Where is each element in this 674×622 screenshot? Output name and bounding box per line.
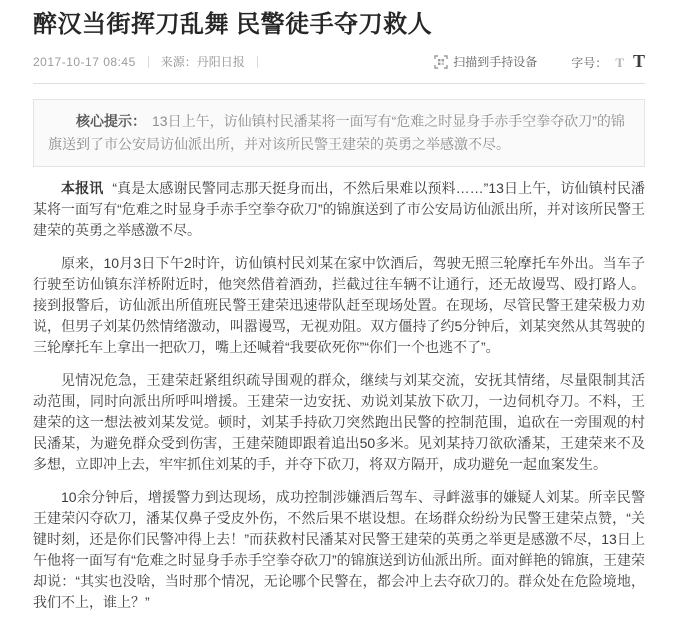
font-size-increase-button[interactable]: T <box>632 51 645 71</box>
paragraph-text: 10余分钟后，增援警力到达现场，成功控制涉嫌酒后驾车、寻衅滋事的嫌疑人刘某。所幸民警王建荣闪夺砍刀，潘某仅鼻子受皮外伤，不然后果不堪设想。在场群众纷纷为民警王建荣点赞，“关键时刻，还是你们民警冲得上去！”而获救村民潘某对民警王建荣的英勇之举更是感激不尽，13日上午他将一面写有“危难之时显身手赤手空拳夺砍刀”的锦旗送到访仙派出所。面对鲜艳的锦旗，王建荣却说：“其实也没啥，当时那个情况，无论哪个民警在，都会冲上去夺砍刀的。群众处在危险境地，我们不上，谁上？” <box>33 489 645 610</box>
scan-to-device-button[interactable] <box>434 53 537 70</box>
article-source: 来源：丹阳日报 <box>160 55 245 69</box>
meta-right-group <box>434 51 645 72</box>
publish-date: 2017-10-17 08:45 <box>33 54 136 69</box>
core-tip-label: 核心提示： <box>76 113 146 129</box>
paragraph-lead-label: 本报讯 <box>61 180 104 196</box>
core-tip-box <box>33 99 645 167</box>
header-divider <box>33 83 645 84</box>
article-meta-bar <box>33 53 645 70</box>
paragraph-text: “真是太感谢民警同志那天挺身而出，不然后果难以预料……”13日上午，访仙镇村民潘某将一面写有“危难之时显身手赤手空拳夺砍刀”的锦旗送到了市公安局访仙派出所，并对该所民警王建荣的英勇之举感激不尽。 <box>33 180 645 238</box>
article-paragraph <box>33 370 645 475</box>
core-tip-text: 13日上午，访仙镇村民潘某将一面写有“危难之时显身手赤手空拳夺砍刀”的锦旗送到了市公安局访仙派出所，并对该所民警王建荣的英勇之举感激不尽。 <box>48 113 625 152</box>
font-size-controls <box>571 51 645 72</box>
article-paragraph <box>33 178 645 241</box>
meta-divider <box>257 56 258 68</box>
qr-scan-icon <box>434 55 448 69</box>
scan-to-device-label: 扫描到手持设备 <box>453 55 538 69</box>
article-paragraph <box>33 253 645 358</box>
article-body <box>33 178 645 613</box>
paragraph-text: 原来，10月3日下午2时许，访仙镇村民刘某在家中饮酒后，驾驶无照三轮摩托车外出。当车子行驶至访仙镇东洋桥附近时，他突然借着酒劲，拦截过往车辆不让通行，还无故谩骂、殴打路人。接到报警后，访仙派出所值班民警王建荣迅速带队赶至现场处置。在现场，尽管民警王建荣极力劝说，但男子刘某仍然情绪激动，叫嚣谩骂，无视劝阻。双方僵持了约5分钟后，刘某突然从其驾驶的三轮摩托车上拿出一把砍刀，嘴上还喊着“我要砍死你”“你们一个也逃不了”。 <box>33 255 645 355</box>
meta-divider <box>148 56 149 68</box>
font-size-label: 字号： <box>571 56 608 70</box>
paragraph-text: 见情况危急，王建荣赶紧组织疏导围观的群众，继续与刘某交流，安抚其情绪，尽量限制其活动范围，同时向派出所呼叫增援。王建荣一边安抚、劝说刘某放下砍刀，一边伺机夺刀。不料，王建荣的这一想法被刘某发觉。顿时，刘某手持砍刀突然跑出民警的控制范围，追砍在一旁围观的村民潘某，为避免群众受到伤害，王建荣随即跟着追出50多米。见刘某持刀欲砍潘某，王建荣来不及多想，立即冲上去，牢牢抓住刘某的手，并夺下砍刀，将双方隔开，成功避免一起血案发生。 <box>33 372 645 472</box>
article-title: 醉汉当街挥刀乱舞 民警徒手夺刀救人 <box>33 11 433 38</box>
article-paragraph <box>33 487 645 613</box>
font-size-decrease-button[interactable]: T <box>615 55 624 70</box>
meta-left-group <box>33 53 270 70</box>
